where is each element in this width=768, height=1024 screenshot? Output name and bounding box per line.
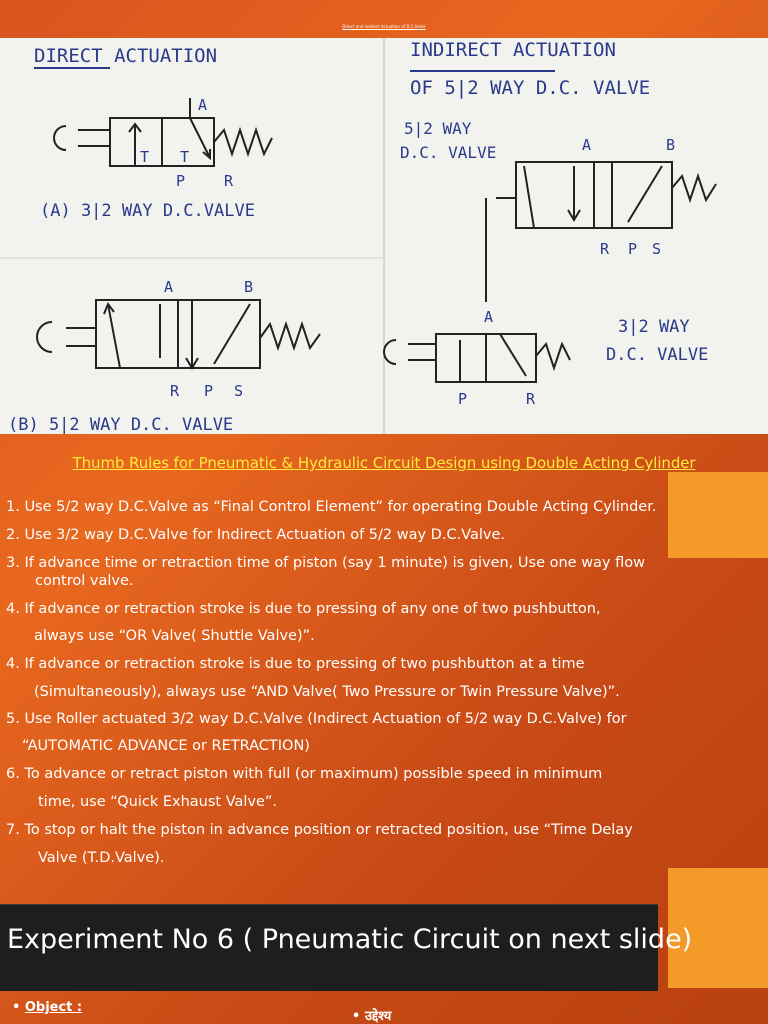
- valve-a-caption: (A) 3|2 WAY D.C.VALVE: [40, 201, 255, 221]
- slide-title: Direct and Indirect Actuation of D.C.Valve: [342, 24, 426, 29]
- port-label-a2: A: [164, 278, 174, 296]
- valve-b-caption: (B) 5|2 WAY D.C. VALVE: [8, 415, 234, 434]
- port-label-p3: P: [628, 240, 638, 258]
- valve-sketch-photo: [0, 38, 768, 434]
- rule-line: “AUTOMATIC ADVANCE or RETRACTION): [22, 738, 310, 754]
- port-label-r2: R: [170, 382, 180, 400]
- port-label-p2: P: [204, 382, 214, 400]
- rule-line: control valve.: [35, 573, 134, 589]
- label-52-way-line1: 5|2 WAY: [404, 119, 472, 138]
- label-52-way-line2: D.C. VALVE: [400, 143, 497, 162]
- rule-line: 4. If advance or retraction stroke is due to pressing of two pushbutton at a time: [6, 656, 585, 672]
- bullet-icon: •: [352, 1009, 361, 1024]
- rule-line: 6. To advance or retract piston with full (or maximum) possible speed in minimum: [6, 766, 603, 782]
- rule-line: 1. Use 5/2 way D.C.Valve as “Final Control Element” for operating Double Acting Cylinder.: [6, 499, 657, 515]
- rule-line: 7. To stop or halt the piston in advance position or retracted position, use “Time Delay: [6, 822, 633, 838]
- indirect-heading-line1: INDIRECT ACTUATION: [410, 39, 616, 61]
- rule-line: always use “OR Valve( Shuttle Valve)”.: [34, 628, 315, 644]
- label-32-way-line2: D.C. VALVE: [606, 345, 709, 365]
- label-32-way-line1: 3|2 WAY: [618, 317, 690, 337]
- port-label-r3: R: [600, 240, 610, 258]
- port-label-p4: P: [458, 390, 468, 408]
- valve-sketch-drawing: [0, 38, 768, 434]
- hindi-text: उद्देश्य: [364, 1009, 392, 1024]
- port-label-a3: A: [582, 136, 592, 154]
- port-label-a1: A: [198, 96, 208, 114]
- bullet-icon: •: [12, 1000, 21, 1015]
- thumb-rules-heading: Thumb Rules for Pneumatic & Hydraulic Circuit Design using Double Acting Cylinder: [72, 454, 696, 472]
- port-label-s2: S: [234, 382, 244, 400]
- rule-line: 2. Use 3/2 way D.C.Valve for Indirect Actuation of 5/2 way D.C.Valve.: [6, 527, 505, 543]
- port-label-b2: B: [244, 278, 254, 296]
- port-label-r1: R: [224, 172, 234, 190]
- rule-line: 4. If advance or retraction stroke is due to pressing of any one of two pushbutton,: [6, 601, 601, 617]
- direct-heading: DIRECT ACTUATION: [34, 45, 218, 67]
- port-label-a4: A: [484, 308, 494, 326]
- object-label: [12, 1000, 82, 1015]
- port-label-s3: S: [652, 240, 662, 258]
- port-label-b3: B: [666, 136, 676, 154]
- rule-line: (Simultaneously), always use “AND Valve( Two Pressure or Twin Pressure Valve)”.: [34, 684, 620, 700]
- port-label-r4: R: [526, 390, 536, 408]
- indirect-heading-line2: OF 5|2 WAY D.C. VALVE: [410, 77, 651, 99]
- rule-line: Valve (T.D.Valve).: [38, 850, 165, 866]
- object-text: Object :: [24, 1000, 83, 1015]
- rule-line: time, use “Quick Exhaust Valve”.: [38, 794, 278, 810]
- port-label-t1: T: [140, 148, 150, 166]
- rule-line: 5. Use Roller actuated 3/2 way D.C.Valve (Indirect Actuation of 5/2 way D.C.Valve) for: [6, 711, 627, 727]
- port-label-p1: P: [176, 172, 186, 190]
- port-label-t2: T: [180, 148, 190, 166]
- experiment-title: Experiment No 6 ( Pneumatic Circuit on next slide): [7, 924, 693, 955]
- hindi-label: [352, 1006, 391, 1024]
- rule-line: 3. If advance time or retraction time of piston (say 1 minute) is given, Use one way flow: [6, 555, 645, 571]
